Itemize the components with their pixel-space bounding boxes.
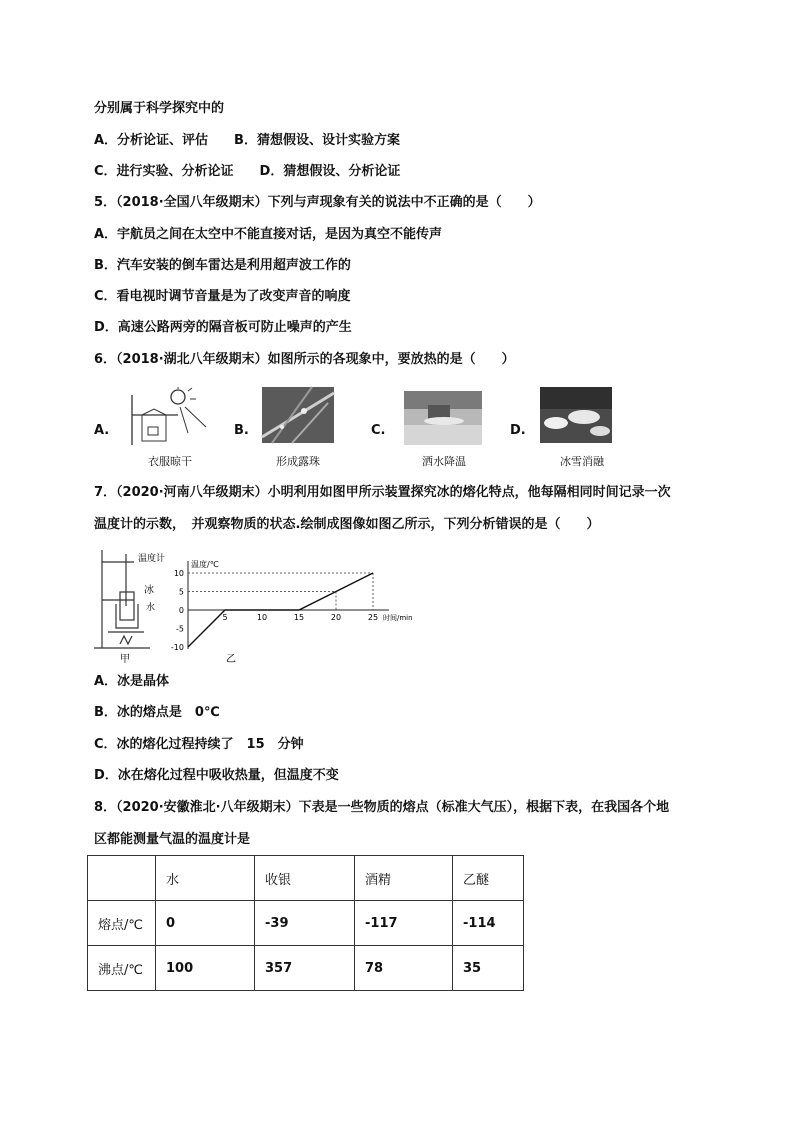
q4-options-ab: A．分析论证、评估 B．猜想假设、设计实验方案 (94, 133, 400, 148)
table-cell: 0 (156, 901, 255, 946)
snow-melting-image (540, 387, 612, 443)
q6-option-c-letter: C. (371, 423, 386, 438)
table-cell: 熔点/℃ (88, 901, 156, 946)
q6-option-a-letter: A. (94, 423, 110, 438)
q6-picture-options (94, 387, 614, 471)
q6-option-d-letter: D. (510, 423, 526, 438)
temperature-time-graph (171, 559, 413, 652)
y-tick-label: 10 (173, 569, 184, 578)
graph-caption: 乙 (226, 654, 236, 665)
melting-boiling-point-table (87, 855, 524, 991)
x-tick-label: 25 (367, 613, 379, 622)
q6-option-a-caption: 衣服晾干 (148, 455, 192, 468)
x-tick-label: 20 (330, 613, 342, 622)
y-tick-label: -10 (170, 643, 184, 652)
q6-option-b-letter: B. (234, 423, 249, 438)
dew-drops-image (262, 387, 334, 443)
table-cell: 78 (355, 946, 453, 991)
question-5: 5．（2018·全国八年级期末）下列与声现象有关的说法中不正确的是（ ） (94, 195, 541, 210)
question-6: 6．（2018·湖北八年级期末）如图所示的各现象中，要放热的是（ ） (94, 352, 515, 367)
q7-figure (94, 548, 413, 668)
table-cell: 乙醚 (453, 856, 524, 901)
q7-option-b: B．冰的熔点是 0℃ (94, 705, 220, 720)
table-cell: 收银 (255, 856, 355, 901)
question-7-line1: 7．（2020·河南八年级期末）小明利用如图甲所示装置探究冰的熔化特点，他每隔相同时间记录一次 (94, 485, 671, 500)
thermometer-label: 温度计 (138, 554, 166, 564)
table-header-row (88, 856, 524, 901)
x-axis-label: 时间/min (383, 614, 413, 622)
ice-melting-apparatus-and-graph (94, 548, 413, 665)
heating-apparatus (94, 550, 150, 648)
q5-option-d: D．高速公路两旁的隔音板可防止噪声的产生 (94, 320, 352, 335)
table-cell: -117 (355, 901, 453, 946)
apparatus-caption: 甲 (120, 654, 130, 665)
q4-options-cd: C．进行实验、分析论证 D．猜想假设、分析论证 (94, 164, 401, 179)
question-7-line2: 温度计的示数， 并观察物质的状态.绘制成图像如图乙所示，下列分析错误的是（ ） (94, 517, 600, 532)
x-tick-label: 10 (256, 613, 268, 622)
y-tick-label: -5 (176, 624, 184, 634)
table-cell: -39 (255, 901, 355, 946)
question-8-line1: 8．（2020·安徽淮北·八年级期末）下表是一些物质的熔点（标准大气压），根据下表，在我国各个地 (94, 800, 670, 815)
q5-option-a: A．宇航员之间在太空中不能直接对话，是因为真空不能传声 (94, 227, 443, 242)
water-sprinkling-image (404, 391, 482, 445)
table-row (88, 946, 524, 991)
x-tick-label: 5 (222, 613, 228, 622)
table-row (88, 901, 524, 946)
q6-option-c-caption: 洒水降温 (422, 455, 466, 468)
table-cell: 357 (255, 946, 355, 991)
table-cell: 35 (453, 946, 524, 991)
question-8-line2: 区都能测量气温的温度计是 (94, 832, 251, 847)
table-cell: 100 (156, 946, 255, 991)
y-axis-label: 温度/℃ (191, 560, 219, 569)
q7-option-c: C．冰的熔化过程持续了 15 分钟 (94, 737, 304, 752)
table-cell (88, 856, 156, 901)
table-cell: 酒精 (355, 856, 453, 901)
q5-option-b: B．汽车安装的倒车雷达是利用超声波工作的 (94, 258, 351, 273)
ice-label: 冰 (144, 585, 154, 596)
intro-line: 分别属于科学探究中的 (94, 101, 225, 116)
x-tick-label: 15 (293, 613, 305, 622)
y-tick-label: 0 (178, 606, 184, 615)
q6-option-d-caption: 冰雪消融 (560, 455, 604, 468)
table-cell: 水 (156, 856, 255, 901)
clothes-drying-image (128, 387, 212, 449)
q6-option-b-caption: 形成露珠 (276, 455, 320, 468)
table-cell: -114 (453, 901, 524, 946)
q5-option-c: C．看电视时调节音量是为了改变声音的响度 (94, 289, 351, 304)
q7-option-d: D．冰在熔化过程中吸收热量，但温度不变 (94, 768, 339, 783)
y-tick-label: 5 (178, 587, 184, 597)
water-label: 水 (146, 603, 156, 613)
q7-option-a: A．冰是晶体 (94, 674, 170, 689)
table-cell: 沸点/℃ (88, 946, 156, 991)
